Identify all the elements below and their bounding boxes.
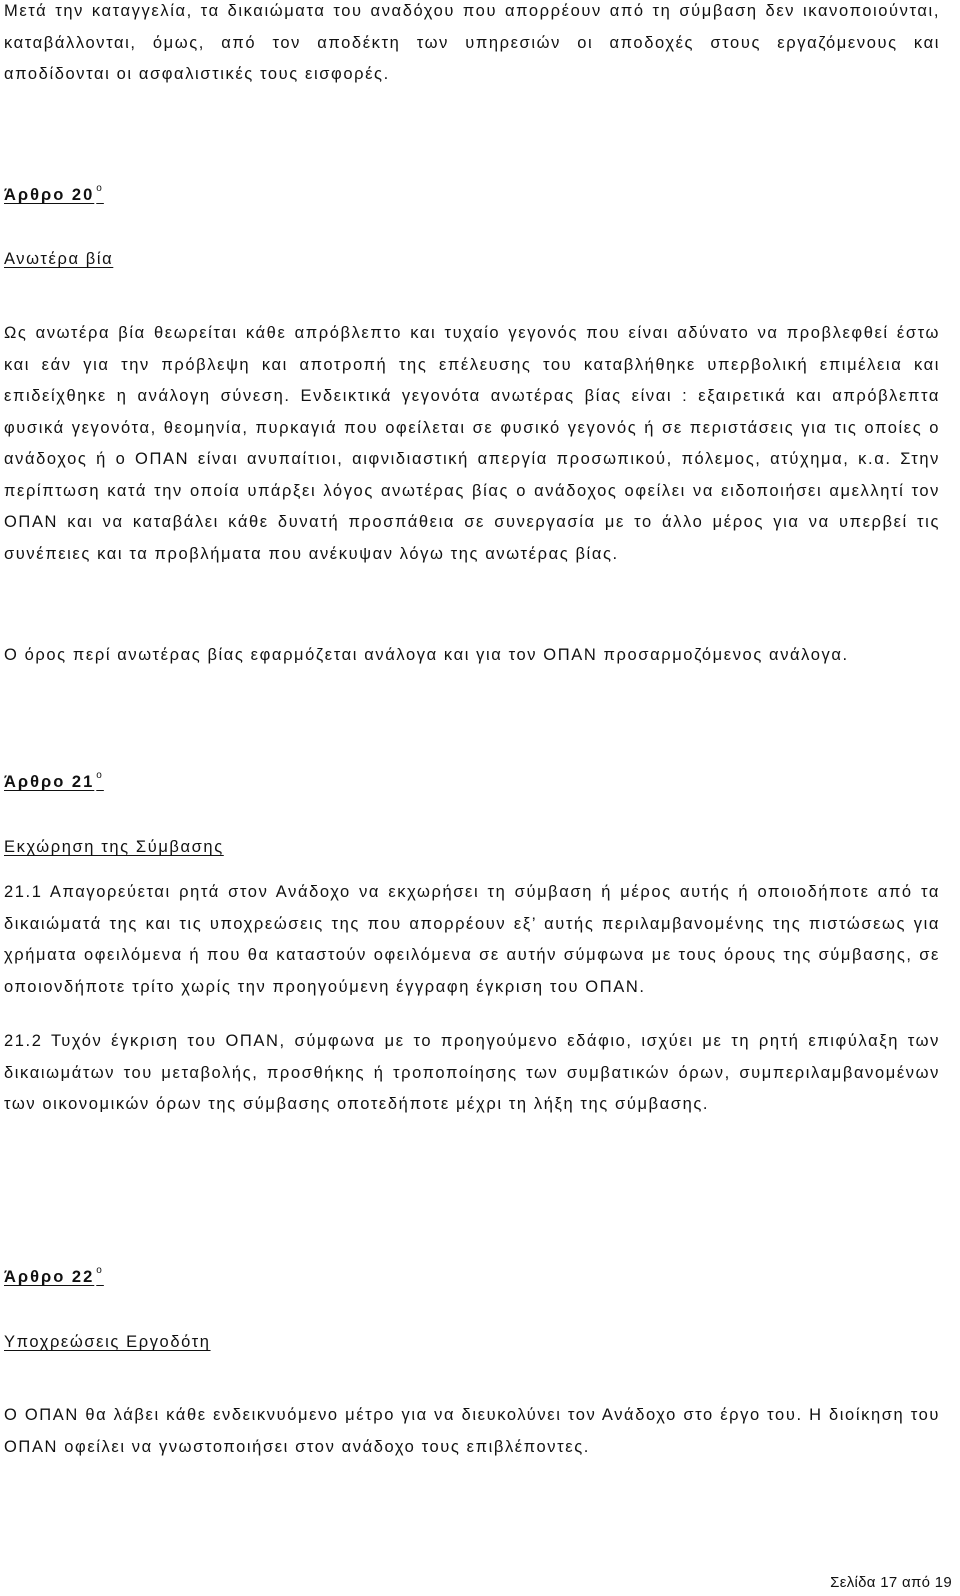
article-20-heading-text: Άρθρο 20 <box>4 186 95 204</box>
article-20-paragraph-2: Ο όρος περί ανωτέρας βίας εφαρμόζεται ανάλογα και για τον ΟΠΑΝ προσαρμοζόμενος ανάλογα. <box>4 646 849 664</box>
article-22-subtitle-text: Υποχρεώσεις Εργοδότη <box>4 1333 211 1351</box>
article-21-subtitle-text: Εκχώρηση της Σύμβασης <box>4 838 224 856</box>
article-20-heading <box>4 177 122 207</box>
page-number: Σελίδα 17 από 19 <box>830 1574 952 1591</box>
article-22-heading-sup: ο <box>96 1265 104 1276</box>
article-21-heading <box>4 764 122 794</box>
article-21-paragraph-1: 21.1 Απαγορεύεται ρητά στον Ανάδοχο να εκχωρήσει τη σύμβαση ή μέρος αυτής ή οποιοδήποτε από τα δικαιώματά της και τις υποχρεώσεις της που απορρέουν εξ’ αυτής περιλαμβανομένης της πιστώσεως για χρήματα οφειλόμενα ή που θα καταστούν οφειλόμενα σε αυτήν σύμφωνα με τους όρους της σύμβασης, σε οποιονδήποτε τρίτο χωρίς την προηγούμενη έγγραφη έγκριση του ΟΠΑΝ. <box>4 883 940 996</box>
article-21-subtitle <box>4 835 224 859</box>
article-22-heading-text: Άρθρο 22 <box>4 1268 95 1286</box>
article-21-paragraph-2: 21.2 Τυχόν έγκριση του ΟΠΑΝ, σύμφωνα με το προηγούμενο εδάφιο, ισχύει με τη ρητή επιφύλαξη των δικαιωμάτων του μεταβολής, προσθήκης ή τροποποίησης των συμβατικών όρων, συμπεριλαμβανομένων των οικονομικών όρων της σύμβασης οποτεδήποτε μέχρι τη λήξη της σύμβασης. <box>4 1032 940 1113</box>
article-22-heading <box>4 1259 122 1289</box>
article-21-heading-sup: ο <box>96 770 104 781</box>
intro-paragraph: Μετά την καταγγελία, τα δικαιώματα του αναδόχου που απορρέουν από τη σύμβαση δεν ικανοποιούνται, καταβάλλονται, όμως, από τον αποδέκτη των υπηρεσιών οι αποδοχές στους εργαζόμενους και αποδίδονται οι ασφαλιστικές τους εισφορές. <box>4 2 940 83</box>
article-22-subtitle <box>4 1330 211 1354</box>
article-20-paragraph-1: Ως ανωτέρα βία θεωρείται κάθε απρόβλεπτο και τυχαίο γεγονός που είναι αδύνατο να προβλεφθεί έστω και εάν για την πρόβλεψη και αποτροπή της επέλευσης του καταβλήθηκε υπερβολική επιμέλεια και επιδείχθηκε η ανάλογη σύνεση. Ενδεικτικά γεγονότα ανωτέρας βίας είναι : εξαιρετικά και απρόβλεπτα φυσικά γεγονότα, θεομηνία, πυρκαγιά που οφείλεται σε φυσικό γεγονός ή σε περιστάσεις για τις οποίες ο ανάδοχος ή ο ΟΠΑΝ είναι ανυπαίτιοι, αιφνιδιαστική απεργία προσωπικού, πόλεμος, ατύχημα, κ.α. Στην περίπτωση κατά την οποία υπάρξει λόγος ανωτέρας βίας ο ανάδοχος οφείλει να ειδοποιήσει αμελλητί τον ΟΠΑΝ και να καταβάλει κάθε δυνατή προσπάθεια σε συνεργασία με το άλλο μέρος για να υπερβεί τις συνέπειες και τα προβλήματα που ανέκυψαν λόγω της ανωτέρας βίας. <box>4 324 940 563</box>
article-20-heading-sup: ο <box>96 183 104 194</box>
article-20-subtitle <box>4 247 113 271</box>
article-21-heading-text: Άρθρο 21 <box>4 773 95 791</box>
article-20-subtitle-text: Ανωτέρα βία <box>4 250 114 268</box>
article-22-paragraph-1: Ο ΟΠΑΝ θα λάβει κάθε ενδεικνυόμενο μέτρο για να διευκολύνει τον Ανάδοχο στο έργο του. Η διοίκηση του ΟΠΑΝ οφείλει να γνωστοποιήσει στον ανάδοχο τους επιβλέποντες. <box>4 1406 940 1456</box>
